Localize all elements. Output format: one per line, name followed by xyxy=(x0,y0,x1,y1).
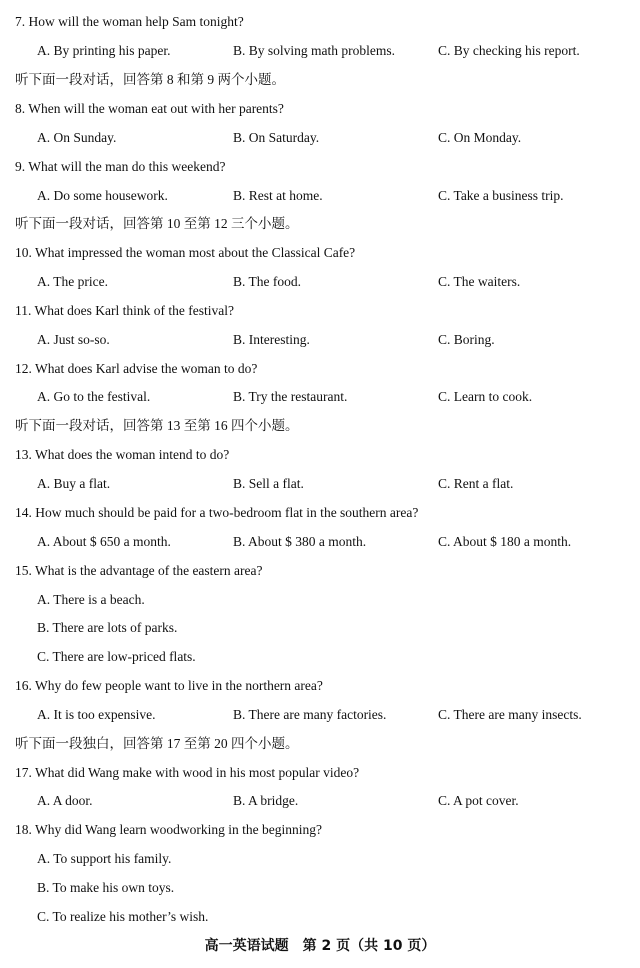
question-text: 15. What is the advantage of the eastern area? xyxy=(15,563,263,578)
answer-option: A. On Sunday. xyxy=(37,130,117,145)
question-text: 10. What impressed the woman most about the Classical Cafe? xyxy=(15,245,356,260)
option-row xyxy=(0,704,640,726)
option-row xyxy=(0,646,640,668)
answer-option: C. Boring. xyxy=(438,332,495,347)
answer-option: A. About $ 650 a month. xyxy=(37,534,171,549)
answer-option: B. There are many factories. xyxy=(233,707,387,722)
instruction-text: 听下面一段独白，回答第 17 至第 20 四个小题。 xyxy=(15,736,299,751)
answer-option: A. The price. xyxy=(37,274,108,289)
answer-option: B. A bridge. xyxy=(233,793,299,808)
answer-option: B. Interesting. xyxy=(233,332,310,347)
option-row xyxy=(0,473,640,495)
question-text: 13. What does the woman intend to do? xyxy=(15,447,230,462)
answer-option: C. To realize his mother’s wish. xyxy=(37,909,209,924)
question-line xyxy=(0,560,640,582)
option-row xyxy=(0,271,640,293)
question-text: 7. How will the woman help Sam tonight? xyxy=(15,14,244,29)
section-instruction xyxy=(0,415,640,437)
answer-option: B. Try the restaurant. xyxy=(233,389,348,404)
answer-option: B. By solving math problems. xyxy=(233,43,395,58)
question-text: 14. How much should be paid for a two-bedroom flat in the southern area? xyxy=(15,505,419,520)
answer-option: C. By checking his report. xyxy=(438,43,580,58)
option-row xyxy=(0,790,640,812)
option-row xyxy=(0,40,640,62)
option-row xyxy=(0,531,640,553)
question-line xyxy=(0,762,640,784)
answer-option: C. There are low-priced flats. xyxy=(37,649,196,664)
question-line xyxy=(0,300,640,322)
question-text: 17. What did Wang make with wood in his most popular video? xyxy=(15,765,360,780)
option-row xyxy=(0,848,640,870)
answer-option: A. Do some housework. xyxy=(37,188,168,203)
answer-option: A. By printing his paper. xyxy=(37,43,171,58)
instruction-text: 听下面一段对话，回答第 13 至第 16 四个小题。 xyxy=(15,418,299,433)
answer-option: C. There are many insects. xyxy=(438,707,582,722)
answer-option: A. Buy a flat. xyxy=(37,476,111,491)
option-row xyxy=(0,127,640,149)
question-line xyxy=(0,675,640,697)
question-text: 16. Why do few people want to live in the northern area? xyxy=(15,678,323,693)
option-row xyxy=(0,329,640,351)
answer-option: A. It is too expensive. xyxy=(37,707,156,722)
answer-option: B. To make his own toys. xyxy=(37,880,175,895)
answer-option: A. Just so-so. xyxy=(37,332,110,347)
answer-option: A. There is a beach. xyxy=(37,592,145,607)
option-row xyxy=(0,877,640,899)
page-footer: 高一英语试题 第 2 页（共 10 页） xyxy=(204,938,436,954)
answer-option: C. The waiters. xyxy=(438,274,521,289)
instruction-text: 听下面一段对话，回答第 8 和第 9 两个小题。 xyxy=(15,72,285,87)
section-instruction xyxy=(0,213,640,235)
answer-option: B. There are lots of parks. xyxy=(37,620,178,635)
question-text: 8. When will the woman eat out with her parents? xyxy=(15,101,284,116)
answer-option: A. Go to the festival. xyxy=(37,389,151,404)
answer-option: A. To support his family. xyxy=(37,851,172,866)
section-instruction xyxy=(0,69,640,91)
answer-option: C. About $ 180 a month. xyxy=(438,534,572,549)
answer-option: B. Rest at home. xyxy=(233,188,323,203)
section-instruction xyxy=(0,733,640,755)
question-line xyxy=(0,98,640,120)
answer-option: B. Sell a flat. xyxy=(233,476,304,491)
answer-option: C. Rent a flat. xyxy=(438,476,514,491)
question-line xyxy=(0,819,640,841)
question-text: 12. What does Karl advise the woman to do? xyxy=(15,361,258,376)
option-row xyxy=(0,589,640,611)
question-line xyxy=(0,11,640,33)
question-text: 11. What does Karl think of the festival? xyxy=(15,303,234,318)
option-row xyxy=(0,386,640,408)
answer-option: C. Learn to cook. xyxy=(438,389,533,404)
answer-option: C. On Monday. xyxy=(438,130,522,145)
question-line xyxy=(0,444,640,466)
option-row xyxy=(0,617,640,639)
question-text: 18. Why did Wang learn woodworking in the beginning? xyxy=(15,822,322,837)
question-line xyxy=(0,242,640,264)
question-line xyxy=(0,502,640,524)
instruction-text: 听下面一段对话，回答第 10 至第 12 三个小题。 xyxy=(15,216,299,231)
question-line xyxy=(0,156,640,178)
answer-option: C. A pot cover. xyxy=(438,793,519,808)
option-row xyxy=(0,185,640,207)
question-line xyxy=(0,358,640,380)
answer-option: A. A door. xyxy=(37,793,93,808)
answer-option: B. The food. xyxy=(233,274,301,289)
answer-option: B. About $ 380 a month. xyxy=(233,534,367,549)
answer-option: B. On Saturday. xyxy=(233,130,320,145)
question-text: 9. What will the man do this weekend? xyxy=(15,159,226,174)
option-row xyxy=(0,906,640,928)
answer-option: C. Take a business trip. xyxy=(438,188,564,203)
